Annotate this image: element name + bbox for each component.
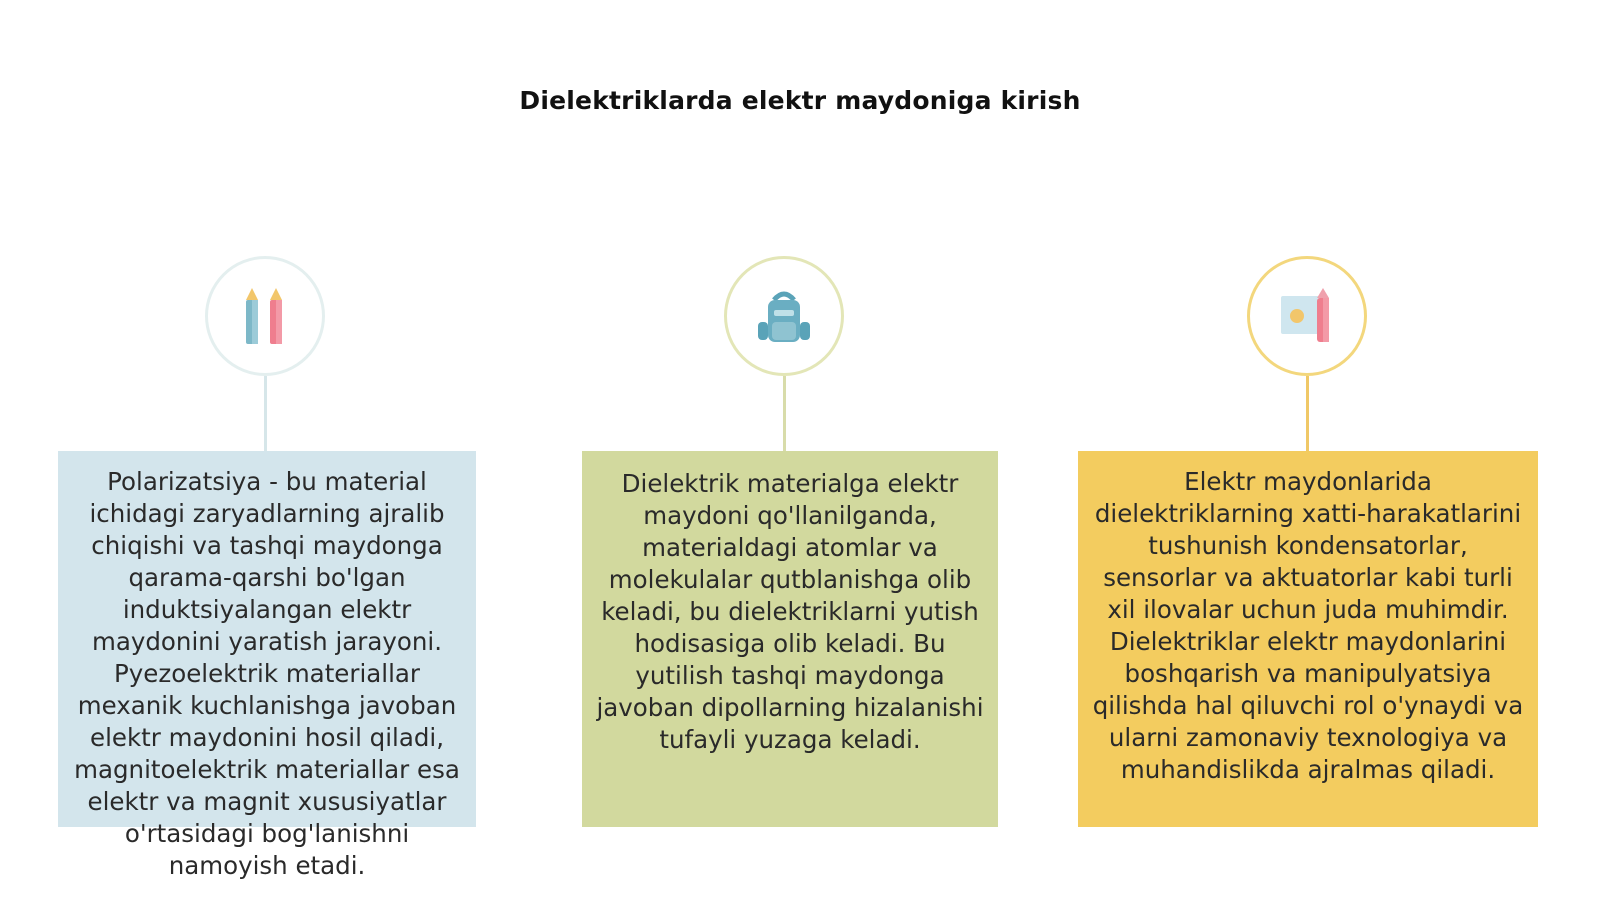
slide-title: Dielektriklarda elektr maydoniga kirish (519, 86, 1081, 115)
connector-line-3 (1306, 376, 1309, 452)
card-3-text: Elektr maydonlarida dielektriklarning xatti-harakatlarini tushunish kondensatorlar, sensorlar va aktuatorlar kabi turli xil ilovalar uchun juda muhimdir. Dielektriklar elektr maydonlarini boshqarish va manipulyatsiya qilishda hal qiluvchi rol o'ynaydi va ularni zamonaviy texnologiya va muhandislikda ajralmas qiladi. (1092, 467, 1524, 784)
drawing-pencil-icon (1277, 286, 1337, 346)
icon-circle-1 (205, 256, 325, 376)
icon-circle-3 (1247, 256, 1367, 376)
card-1-text: Polarizatsiya - bu material ichidagi zaryadlarning ajralib chiqishi va tashqi maydonga qarama-qarshi bo'lgan induktsiyalangan elektr maydonini yaratish jarayoni. Pyezoelektrik materiallar mexanik kuchlanishga javoban elektr maydonini hosil qiladi, magnitoelektrik materiallar esa elektr va magnit xususiyatlar o'rtasidagi bog'lanishni namoyish etadi. (74, 467, 460, 880)
connector-line-1 (264, 376, 267, 452)
connector-line-2 (783, 376, 786, 452)
backpack-icon (754, 286, 814, 346)
pencils-icon (239, 284, 291, 348)
card-2-text: Dielektrik materialga elektr maydoni qo'llanilganda, materialdagi atomlar va molekulalar qutblanishga olib keladi, bu dielektriklarni yutish hodisasiga olib keladi. Bu yutilish tashqi maydonga javoban dipollarning hizalanishi tufayli yuzaga keladi. (596, 469, 984, 754)
icon-circle-2 (724, 256, 844, 376)
